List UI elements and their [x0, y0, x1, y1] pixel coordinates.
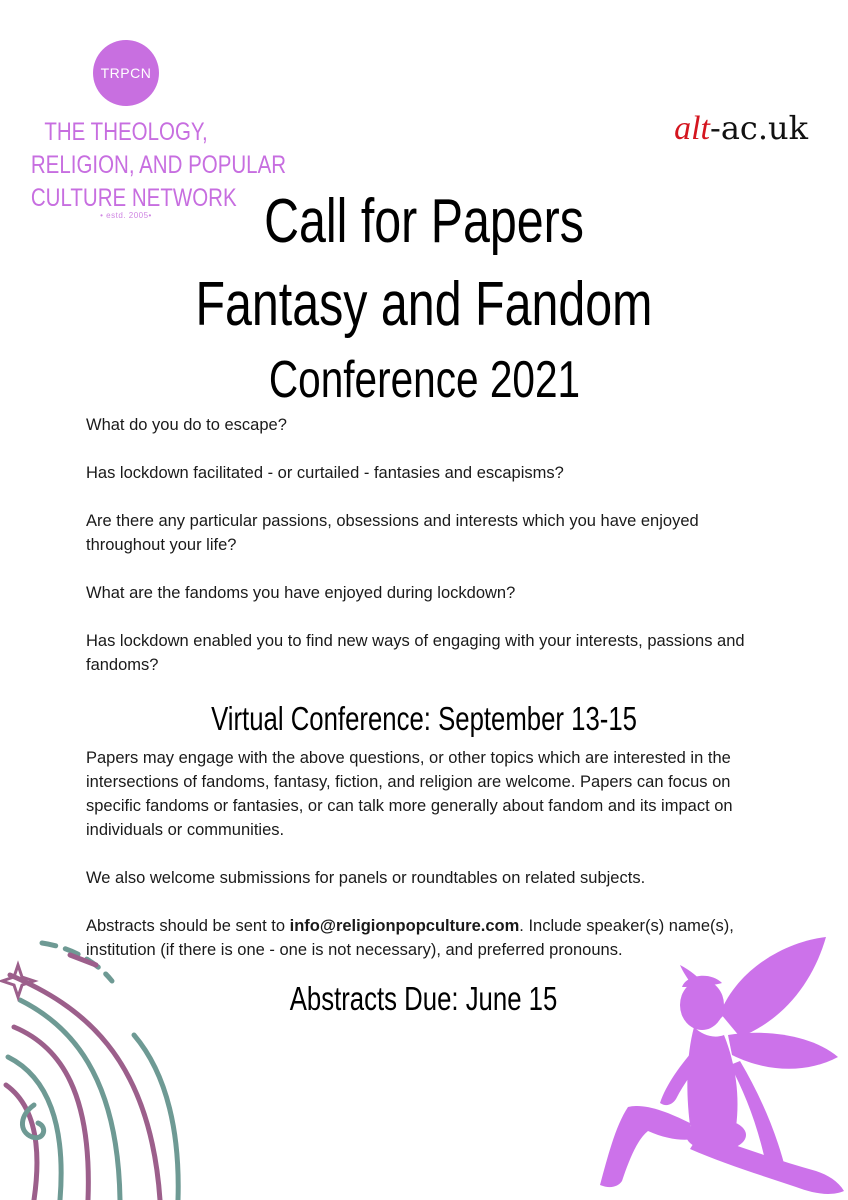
logo-established: • estd. 2005•: [100, 211, 152, 220]
question: What do you do to escape?: [86, 416, 287, 434]
fairy-silhouette-icon: [590, 935, 848, 1200]
question: Has lockdown enabled you to find new ways of engaging with your interests, passions and fandoms?: [86, 632, 745, 674]
question: Are there any particular passions, obsessions and interests which you have enjoyed throughout your life?: [86, 512, 699, 554]
logo-name-line: THE THEOLOGY,: [44, 118, 208, 146]
theme-heading: Fantasy and Fandom: [195, 270, 653, 339]
question: Has lockdown facilitated - or curtailed - fantasies and escapisms?: [86, 464, 564, 482]
logo-badge-text: TRPCN: [100, 65, 152, 81]
swirl-decoration-icon: [0, 935, 200, 1200]
logo-name-line: RELIGION, AND POPULAR: [30, 151, 287, 179]
logo-name-line: CULTURE NETWORK: [30, 184, 237, 212]
abstracts-due-heading: Abstracts Due: June 15: [290, 980, 558, 1017]
alt-ac-logo-domain: -ac.uk: [710, 109, 808, 147]
questions-section: [86, 413, 776, 701]
papers-paragraph: Papers may engage with the above questions, or other topics which are interested in the intersections of fandoms, fantasy, fiction, and religion are welcome. Papers can focus on specific fandoms or fantasies, or can talk more generally about fandom and its impact on individuals or communities.: [86, 749, 733, 839]
panels-paragraph: We also welcome submissions for panels or roundtables on related subjects.: [86, 869, 646, 887]
alt-ac-logo: [674, 108, 808, 149]
call-for-papers-heading: Call for Papers: [264, 187, 584, 256]
conference-heading: Conference 2021: [268, 351, 580, 409]
abstracts-paragraph: Abstracts should be sent to info@religionpopculture.com. Include speaker(s) name(s), institution (if there is one - one is not necessary), and preferred pronouns.: [86, 917, 734, 959]
question: What are the fandoms you have enjoyed during lockdown?: [86, 584, 516, 602]
logo-badge: [93, 40, 159, 106]
alt-ac-logo-alt: alt: [674, 110, 711, 147]
virtual-conference-heading: Virtual Conference: September 13-15: [211, 700, 637, 737]
contact-email-link[interactable]: info@religionpopculture.com: [289, 917, 520, 935]
